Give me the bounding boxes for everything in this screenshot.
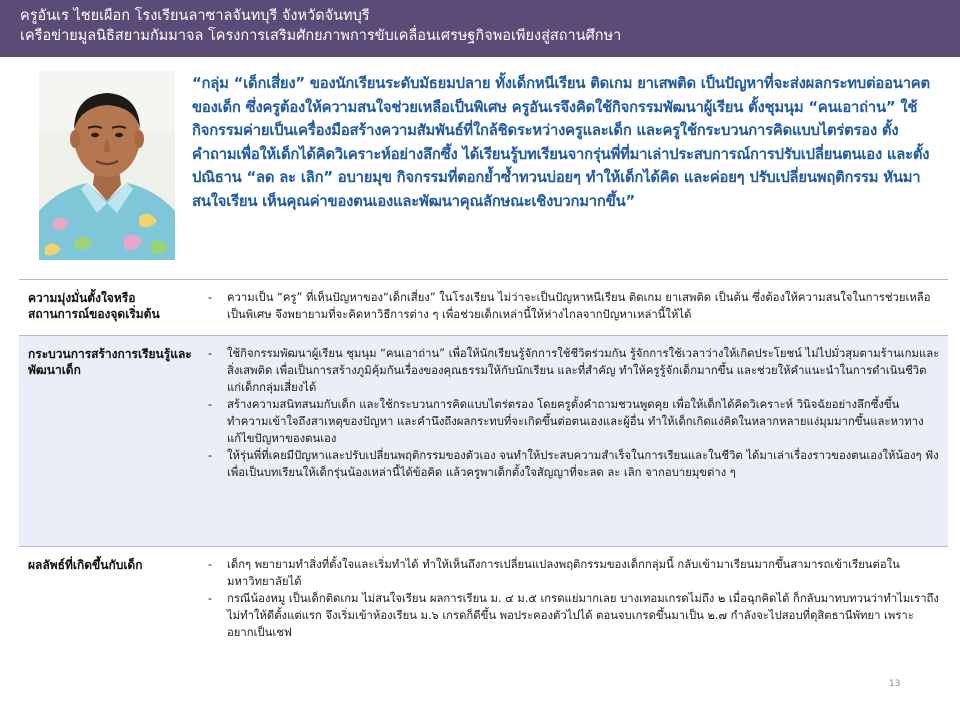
list-item <box>205 345 940 396</box>
bullet-dash: - <box>208 398 213 411</box>
list-item <box>205 396 940 447</box>
bullet-dash: - <box>208 449 213 462</box>
quote-text: “กลุ่ม “เด็กเสี่ยง” ของนักเรียนระดับมัธยมปลาย ทั้งเด็กหนีเรียน ติดเกม ยาเสพติด เป็นปัญหาที่จะส่งผลกระทบต่ออนาคตของเด็ก ซึ่งครูต้องให้ความสนใจช่วยเหลือเป็นพิเศษ ครูอันเรจึงคิดใช้กิจกรรมพัฒนาผู้เรียน ตั้งชุมนุม “คนเอาถ่าน” ใช้กิจกรรมค่ายเป็นเครื่องมือสร้างความสัมพันธ์ที่ใกล้ชิดระหว่างครูและเด็ก และครูใช้กระบวนการคิดแบบไตร่ตรอง ตั้งคำถามเพื่อให้เด็กได้คิดวิเคราะห์อย่างลึกซึ้ง ได้เรียนรู้บทเรียนจากรุ่นพี่ที่มาเล่าประสบการณ์การปรับเปลี่ยนตนเอง และตั้งปณิธาน “ลด ละ เลิก” อบายมุข กิจกรรมที่ตอกย้ำซ้ำทวนบ่อยๆ ทำให้เด็กได้คิด และค่อยๆ ปรับเปลี่ยนพฤติกรรม หันมาสนใจเรียน เห็นคุณค่าของตนเองและพัฒนาคุณลักษณะเชิงบวกมากขึ้น” <box>192 75 930 210</box>
row-heading: กระบวนการสร้างการเรียนรู้และพัฒนาเด็ก <box>28 347 192 377</box>
table-row <box>19 546 948 677</box>
table-row <box>19 279 948 335</box>
teacher-photo <box>39 71 175 260</box>
row-heading: ผลลัพธ์ที่เกิดขึ้นกับเด็ก <box>28 558 143 572</box>
row-heading: ความมุ่งมั่นตั้งใจหรือสถานการณ์ของจุดเริ่มต้น <box>28 291 160 321</box>
list-item-text: เด็กๆ พยายามทำสิ่งที่ตั้งใจและเริ่มทำได้ ทำให้เห็นถึงการเปลี่ยนแปลงพฤติกรรมของเด็กกลุ่มนี้ กลับเข้ามาเรียนมากขึ้นสามารถเข้าเรียนต่อในมหาวิทยาลัยได้ <box>227 558 900 588</box>
bullet-dash: - <box>208 347 213 360</box>
slide-header <box>0 0 960 57</box>
list-item <box>205 556 940 590</box>
row-items <box>205 345 940 481</box>
table-row <box>19 335 948 546</box>
list-item-text: ความเป็น “ครู” ที่เห็นปัญหาของ“เด็กเสี่ยง” ในโรงเรียน ไม่ว่าจะเป็นปัญหาหนีเรียน ติดเกม ยาเสพติด เป็นต้น ซึ่งต้องให้ความสนใจในการช่วยเหลือเป็นพิเศษ จึงพยายามที่จะคิดหาวิธีการต่าง ๆ เพื่อช่วยเด็กเหล่านี้ให้ห่างไกลจากปัญหาเหล่านี้ให้ได้ <box>227 291 931 321</box>
list-item-text: สร้างความสนิทสนมกับเด็ก และใช้กระบวนการคิดแบบไตร่ตรอง โดยครูตั้งคำถามชวนพูดคุย เพื่อให้เด็กได้คิดวิเคราะห์ วินิจฉัยอย่างลึกซึ้งขึ้น ทำความเข้าใจถึงสาเหตุของปัญหา และคำนึงถึงผลกระทบที่จะเกิดขึ้นต่อตนเองและผู้อื่น ทำให้เด็กเกิดแง่คิดในหลากหลายแง่มุมมากขึ้นและหาทางแก้ไขปัญหาของตนเอง <box>227 398 924 445</box>
list-item-text: ใช้กิจกรรมพัฒนาผู้เรียน ชุมนุม “คนเอาถ่าน” เพื่อให้นักเรียนรู้จักการใช้ชีวิตร่วมกัน รู้จักการใช้เวลาว่างให้เกิดประโยชน์ ไม่ไปมั่วสุมตามร้านเกมและสิ่งเสพติด เพื่อเป็นการสร้างภูมิคุ้มกันเรื่องของคุณธรรมให้กับนักเรียน และที่สำคัญ ทำให้ครูรู้จักเด็กมากขึ้น และช่วยให้คำแนะนำในการดำเนินชีวิตแก่เด็กกลุ่มเสี่ยงได้ <box>227 347 940 394</box>
page-number: 13 <box>889 679 901 689</box>
list-item <box>205 289 940 323</box>
summary-table <box>19 279 948 677</box>
header-subtitle: เครือข่ายมูลนิธิสยามกัมมาจล โครงการเสริมศักยภาพการขับเคลื่อนเศรษฐกิจพอเพียงสู่สถานศึกษา <box>20 28 622 44</box>
header-title: ครูอันเร ไชยเผือก โรงเรียนลาซาลจันทบุรี จังหวัดจันทบุรี <box>20 8 370 24</box>
list-item-text: ให้รุ่นพี่ที่เคยมีปัญหาและปรับเปลี่ยนพฤติกรรมของตัวเอง จนทำให้ประสบความสำเร็จในการเรียนและในชีวิต ได้มาเล่าเรื่องราวของตนเองให้น้องๆ ฟัง เพื่อเป็นบทเรียนให้เด็กรุ่นน้องเหล่านี้ได้ข้อคิด แล้วครูพาเด็กตั้งใจสัญญาที่จะลด ละ เลิก จากอบายมุขต่าง ๆ <box>227 449 939 479</box>
row-items <box>205 289 940 323</box>
bullet-dash: - <box>208 291 213 304</box>
list-item-text: กรณีน้องหมู เป็นเด็กติดเกม ไม่สนใจเรียน ผลการเรียน ม. ๔ ม.๕ เกรดแย่มากเลย บางเทอมเกรดไม่ถึง ๒ เมื่อฉุกคิดได้ ก็กลับมาทบทวนว่าทำไมเราถึงไม่ทำให้ดีตั้งแต่แรก จึงเริ่มเข้าห้องเรียน ม.๖ เกรดก็ดีขึ้น พอประคองตัวไปได้ ตอนจบเกรดขึ้นมาเป็น ๒.๗ กำลังจะไปสอบที่ดุสิตธานีพัทยา เพราะอยากเป็นเชฟ <box>227 592 939 639</box>
list-item <box>205 590 940 641</box>
teacher-portrait-icon <box>39 71 175 260</box>
bullet-dash: - <box>208 558 213 571</box>
bullet-dash: - <box>208 592 213 605</box>
row-items <box>205 556 940 641</box>
list-item <box>205 447 940 481</box>
